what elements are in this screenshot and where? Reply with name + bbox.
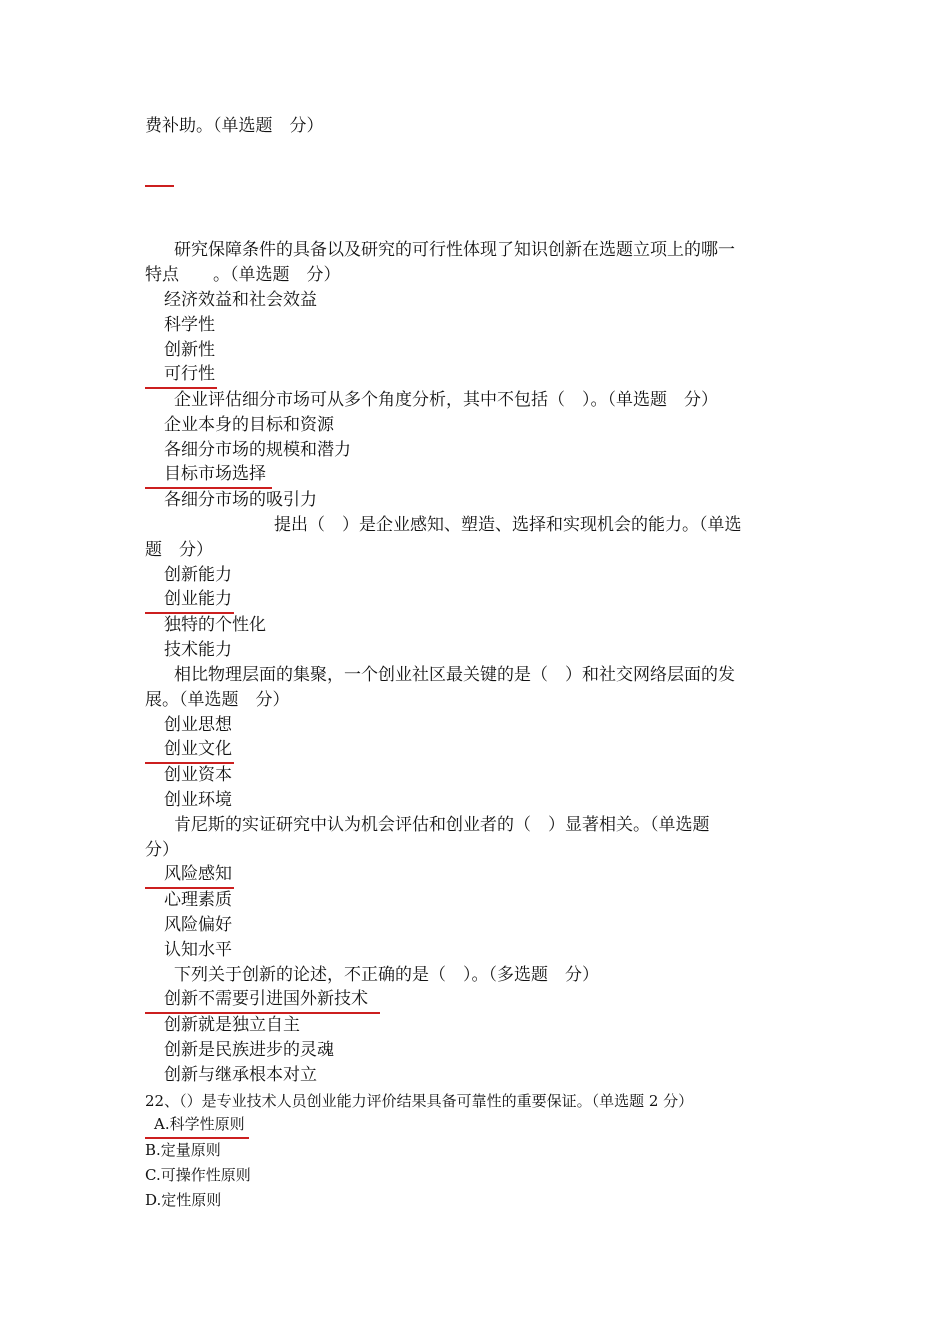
question-4-line-1: 相比物理层面的集聚，一个创业社区最关键的是（ ）和社交网络层面的发: [174, 665, 735, 685]
question-6-answer: 创新不需要引进国外新技术: [145, 988, 380, 1014]
question-22-line-1: 22、（）是专业技术人员创业能力评价结果具备可靠性的重要保证。（单选题 2 分）: [145, 1092, 694, 1110]
question-5-answer: 风险感知: [145, 863, 234, 889]
question-6-option: 创新与继承根本对立: [164, 1065, 317, 1085]
question-1-line-1: 研究保障条件的具备以及研究的可行性体现了知识创新在选题立项上的哪一: [174, 240, 735, 260]
question-3-answer: 创业能力: [145, 588, 234, 614]
question-4-option: 创业资本: [164, 765, 232, 785]
question-3-option: 创新能力: [164, 565, 232, 585]
question-4-option: 创业环境: [164, 790, 232, 810]
question-2-option: 各细分市场的规模和潜力: [164, 440, 351, 460]
question-3-option: 技术能力: [164, 640, 232, 660]
question-5-line-1: 肯尼斯的实证研究中认为机会评估和创业者的（ ）显著相关。（单选题: [174, 815, 710, 835]
question-2-option: 企业本身的目标和资源: [164, 415, 334, 435]
question-22-option: B.定量原则: [145, 1141, 221, 1159]
intro-line: 费补助。（单选题 分）: [145, 116, 324, 136]
question-22-answer: A.科学性原则: [145, 1113, 249, 1139]
question-5-option: 认知水平: [164, 940, 232, 960]
question-3-line-2: 题 分）: [145, 540, 213, 560]
question-5-option: 心理素质: [164, 890, 232, 910]
question-6-option: 创新是民族进步的灵魂: [164, 1040, 334, 1060]
question-4-line-2: 展。（单选题 分）: [145, 690, 290, 710]
question-3-option: 独特的个性化: [164, 615, 266, 635]
question-3-line-1: 提出（ ）是企业感知、塑造、选择和实现机会的能力。（单选: [274, 515, 742, 535]
question-1-option: 经济效益和社会效益: [164, 290, 317, 310]
question-1-option: 创新性: [164, 340, 215, 360]
question-4-answer: 创业文化: [145, 738, 234, 764]
question-6-option: 创新就是独立自主: [164, 1015, 300, 1035]
question-5-option: 风险偏好: [164, 915, 232, 935]
question-22-option: C.可操作性原则: [145, 1166, 251, 1184]
question-2-option: 各细分市场的吸引力: [164, 490, 317, 510]
question-5-line-2: 分）: [145, 840, 179, 860]
question-22-option: D.定性原则: [145, 1191, 222, 1209]
question-2-answer: 目标市场选择: [145, 463, 272, 489]
question-1-option: 科学性: [164, 315, 215, 335]
question-2-line-1: 企业评估细分市场可从多个角度分析，其中不包括（ ）。（单选题 分）: [174, 390, 718, 410]
question-4-option: 创业思想: [164, 715, 232, 735]
question-1-answer: 可行性: [145, 363, 217, 389]
answer-mark: [145, 185, 174, 187]
question-1-line-2: 特点 。（单选题 分）: [145, 265, 341, 285]
question-6-line-1: 下列关于创新的论述，不正确的是（ ）。（多选题 分）: [174, 965, 599, 985]
